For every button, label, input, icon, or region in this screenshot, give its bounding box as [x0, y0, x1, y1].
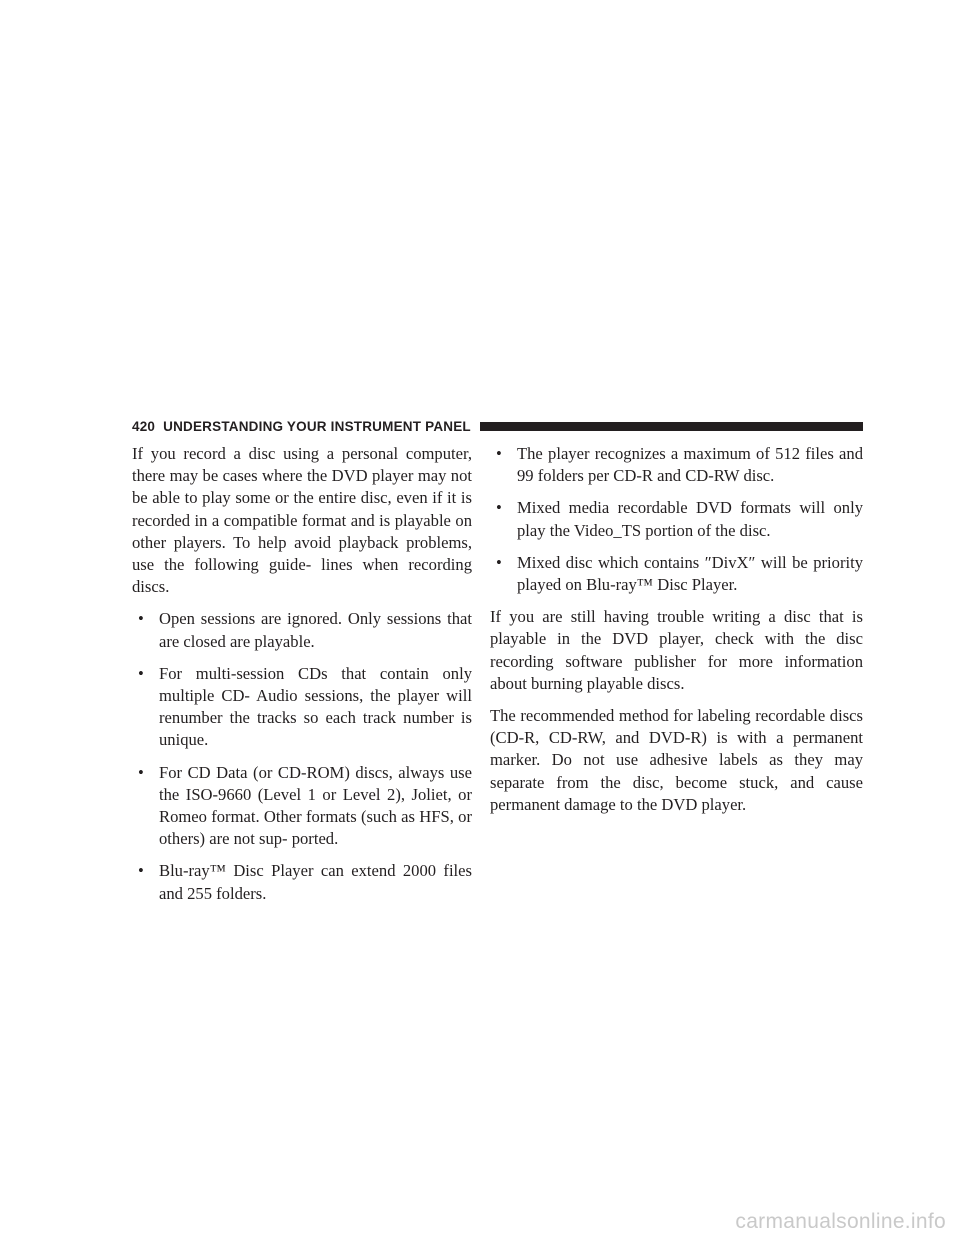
bullet-icon: •: [496, 552, 502, 572]
intro-paragraph: If you record a disc using a personal computer, there may be cases where the DVD player may not be able to play some or the entire disc, even if it is recorded in a compatible format and is playable on other players. To help avoid playback problems, use the following guide- lines when recording discs.: [132, 444, 472, 597]
watermark: carmanualsonline.info: [735, 1210, 946, 1233]
troubleshooting-paragraph: If you are still having trouble writing a disc that is playable in the DVD player, check with the disc recording software publisher for more information about burning playable discs.: [490, 607, 863, 693]
right-column: [490, 443, 863, 826]
list-item-text: For multi-session CDs that contain only multiple CD- Audio sessions, the player will renumber the tracks so each track number is unique.: [159, 663, 472, 750]
page-header: [132, 416, 863, 436]
list-item: [132, 608, 472, 652]
left-column: [132, 443, 472, 915]
list-item-text: The player recognizes a maximum of 512 files and 99 folders per CD-R and CD-RW disc.: [517, 444, 863, 486]
bullet-icon: •: [138, 663, 144, 683]
bullet-icon: •: [496, 444, 502, 463]
list-item: [132, 762, 472, 851]
list-item-text: Open sessions are ignored. Only sessions that are closed are playable.: [159, 609, 472, 651]
list-item-text: Mixed media recordable DVD formats will only play the Video_TS portion of the disc.: [517, 498, 863, 540]
list-item-text: For CD Data (or CD-ROM) discs, always use the ISO-9660 (Level 1 or Level 2), Joliet, or Romeo format. Other formats (such as HFS, or others) are not sup- ported.: [159, 762, 472, 849]
header-rule: [480, 422, 863, 431]
list-item-text: Blu-ray™ Disc Player can extend 2000 files and 255 folders.: [159, 861, 472, 903]
list-item: [490, 552, 863, 596]
list-item-text: Mixed disc which contains ″DivX″ will be priority played on Blu-ray™ Disc Player.: [517, 552, 863, 595]
bullet-icon: •: [138, 609, 144, 629]
right-bullet-list: [490, 443, 863, 596]
bullet-icon: •: [138, 762, 144, 782]
list-item: [132, 663, 472, 752]
bullet-icon: •: [496, 498, 502, 518]
left-bullet-list: [132, 608, 472, 904]
list-item: [490, 497, 863, 541]
labeling-paragraph: The recommended method for labeling recordable discs (CD-R, CD-RW, and DVD-R) is with a permanent marker. Do not use adhesive labels as they may separate from the disc, become stuck, and cause permanent damage to the DVD player.: [490, 706, 863, 814]
bullet-icon: •: [138, 861, 144, 881]
list-item: [490, 443, 863, 487]
list-item: [132, 860, 472, 904]
page-number: 420: [132, 418, 156, 434]
section-title: UNDERSTANDING YOUR INSTRUMENT PANEL: [163, 418, 471, 434]
